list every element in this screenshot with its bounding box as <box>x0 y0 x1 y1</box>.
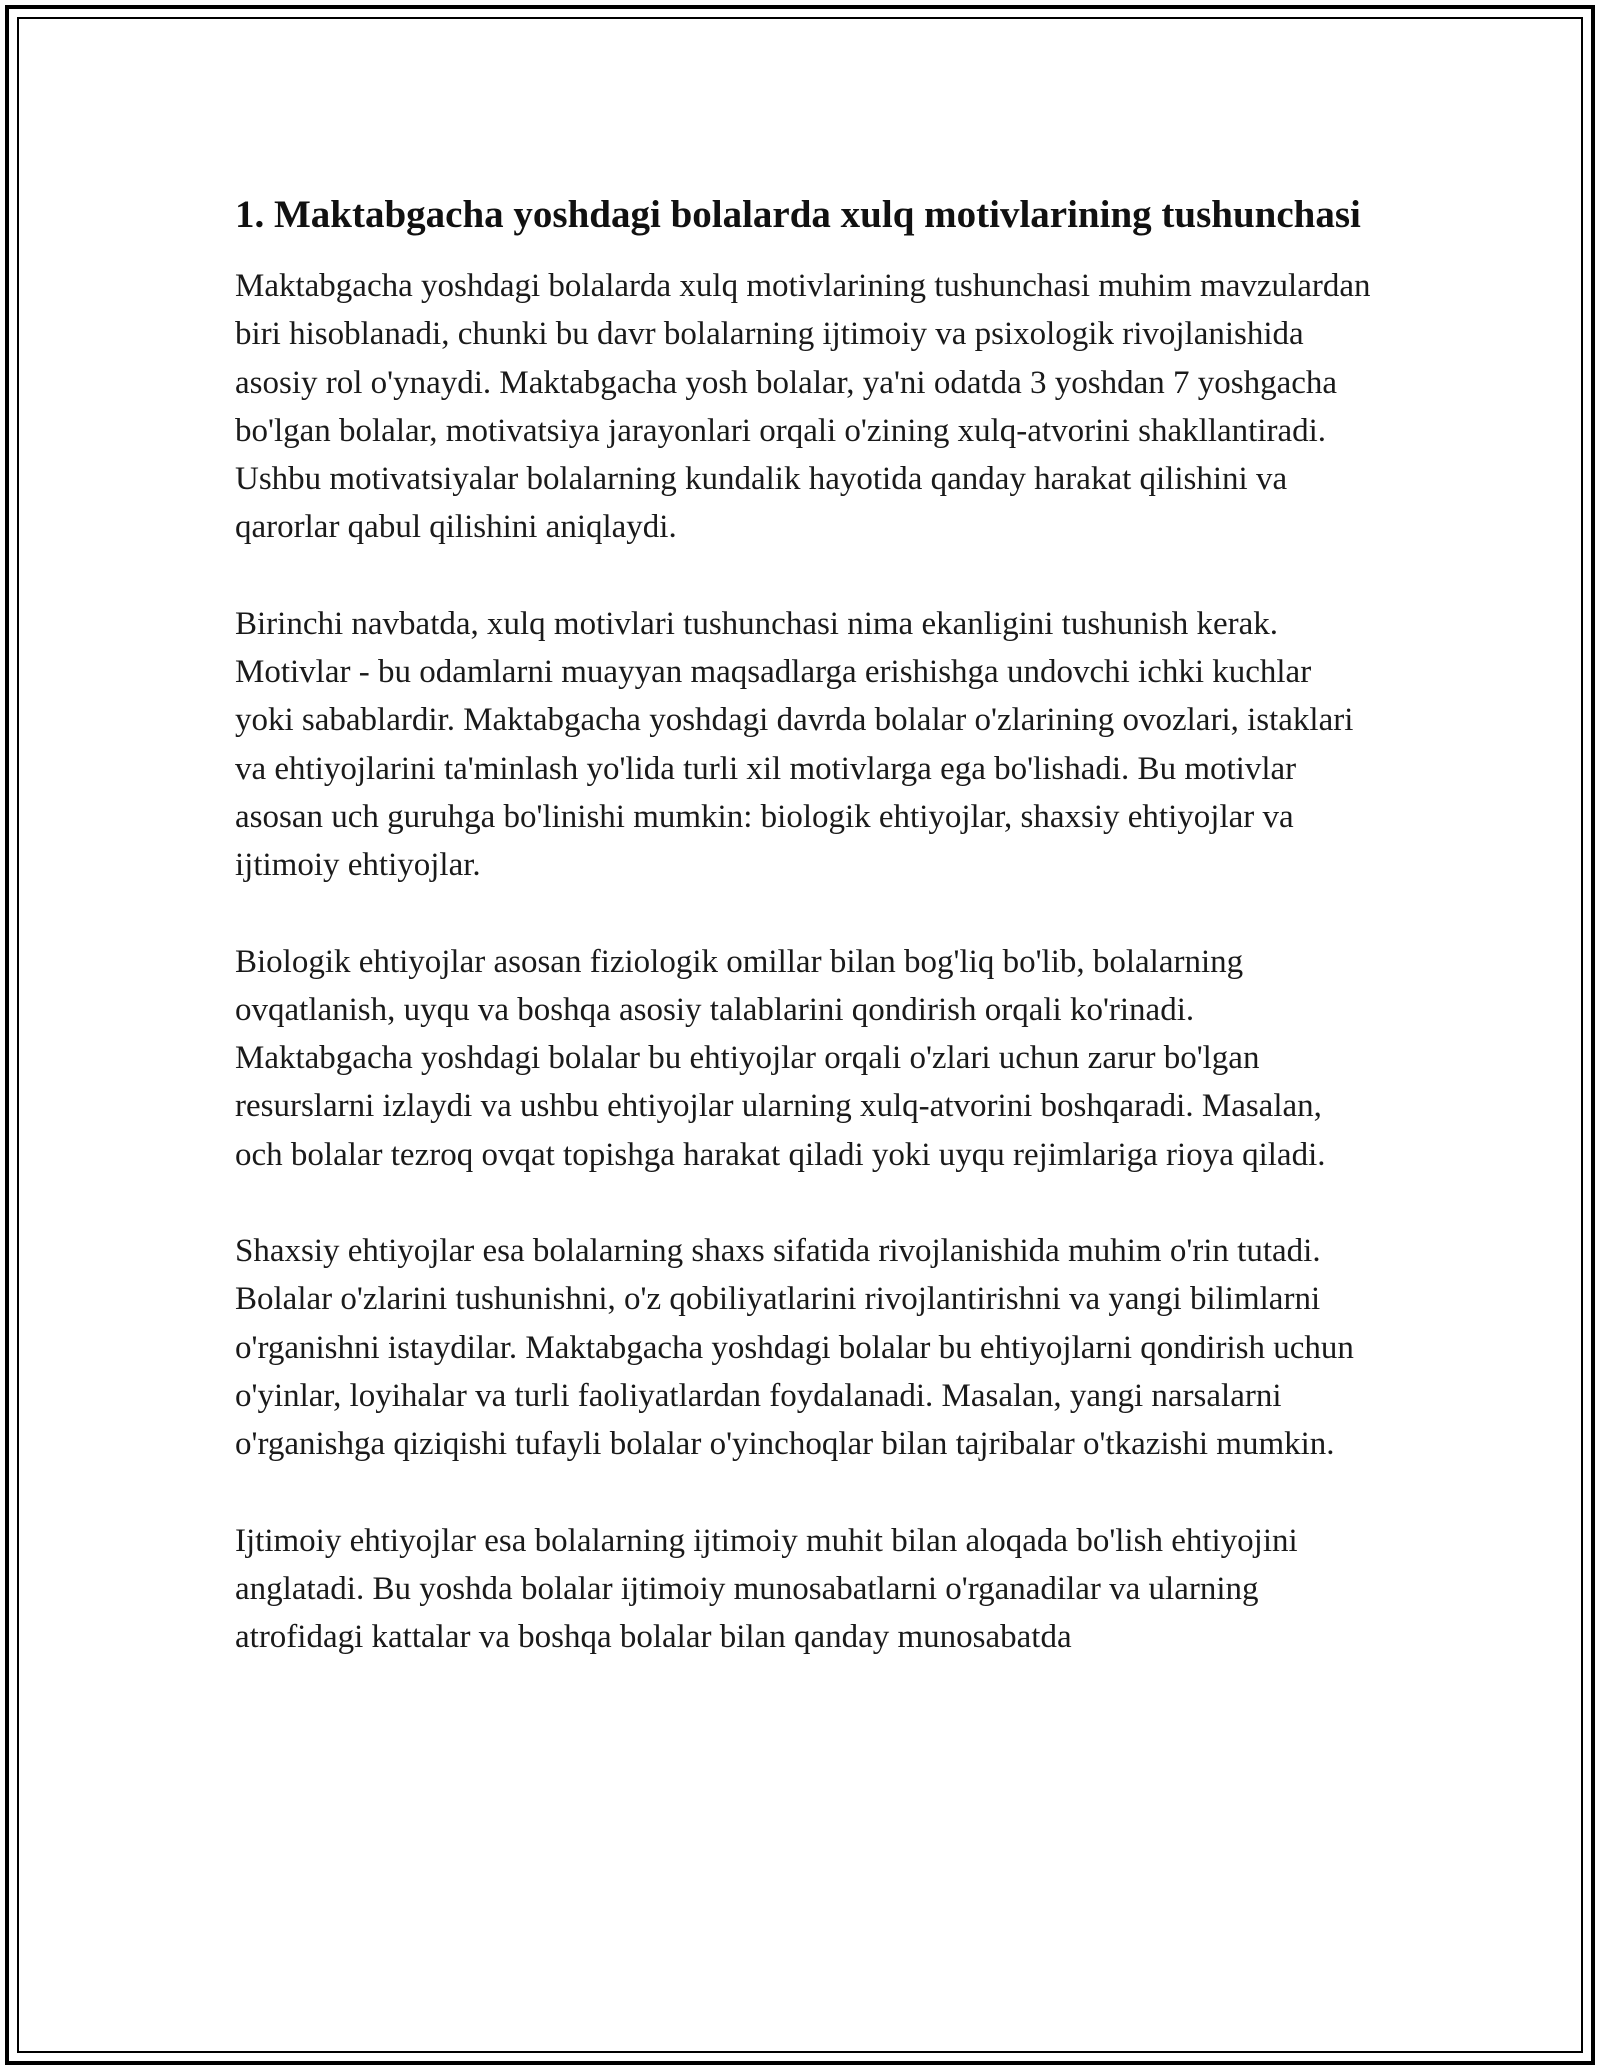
paragraph-4: Shaxsiy ehtiyojlar esa bolalarning shaxs sifatida rivojlanishida muhim o'rin tutadi. Bolalar o'zlarini tushunishni, o'z qobiliyatlarini rivojlantirishni va yangi bilimlarni o'rganishni istaydilar. Maktabgacha yoshdagi bolalar bu ehtiyojlarni qondirish uchun o'yinlar, loyihalar va turli faoliyatlardan foydalanadi. Masalan, yangi narsalarni o'rganishga qiziqishi tufayli bolalar o'yinchoqlar bilan tajribalar o'tkazishi mumkin. <box>235 1233 1354 1463</box>
paragraph-2: Birinchi navbatda, xulq motivlari tushunchasi nima ekanligini tushunish kerak. Motivlar - bu odamlarni muayyan maqsadlarga erishishga undovchi ichki kuchlar yoki sabablardir. Maktabgacha yoshdagi davrda bolalar o'zlarining ovozlari, istaklari va ehtiyojlarini ta'minlash yo'lida turli xil motivlarga ega bo'lishadi. Bu motivlar asosan uch guruhga bo'linishi mumkin: biologik ehtiyojlar, shaxsiy ehtiyojlar va ijtimoiy ehtiyojlar. <box>235 605 1354 884</box>
section-heading: 1. Maktabgacha yoshdagi bolalarda xulq motivlarining tushunchasi <box>235 193 1361 236</box>
paragraph-5: Ijtimoiy ehtiyojlar esa bolalarning ijtimoiy muhit bilan aloqada bo'lish ehtiyojini anglatadi. Bu yoshda bolalar ijtimoiy munosabatlarni o'rganadilar va ularning atrofidagi kattalar va boshqa bolalar bilan qanday munosabatda <box>235 1522 1298 1656</box>
paragraph-1: Maktabgacha yoshdagi bolalarda xulq motivlarining tushunchasi muhim mavzulardan biri hisoblanadi, chunki bu davr bolalarning ijtimoiy va psixologik rivojlanishida asosiy rol o'ynaydi. Maktabgacha yosh bolalar, ya'ni odatda 3 yoshdan 7 yoshgacha bo'lgan bolalar, motivatsiya jarayonlari orqali o'zining xulq-atvorini shakllantiradi. Ushbu motivatsiyalar bolalarning kundalik hayotida qanday harakat qilishini va qarorlar qabul qilishini aniqlaydi. <box>235 268 1371 546</box>
paragraph-3: Biologik ehtiyojlar asosan fiziologik omillar bilan bog'liq bo'lib, bolalarning ovqatlanish, uyqu va boshqa asosiy talablarini qondirish orqali ko'rinadi. Maktabgacha yoshdagi bolalar bu ehtiyojlar orqali o'zlari uchun zarur bo'lgan resurslarni izlaydi va ushbu ehtiyojlar ularning xulq-atvorini boshqaradi. Masalan, och bolalar tezroq ovqat topishga harakat qiladi yoki uyqu rejimlariga rioya qiladi. <box>235 943 1326 1173</box>
document-body <box>235 187 1375 1709</box>
